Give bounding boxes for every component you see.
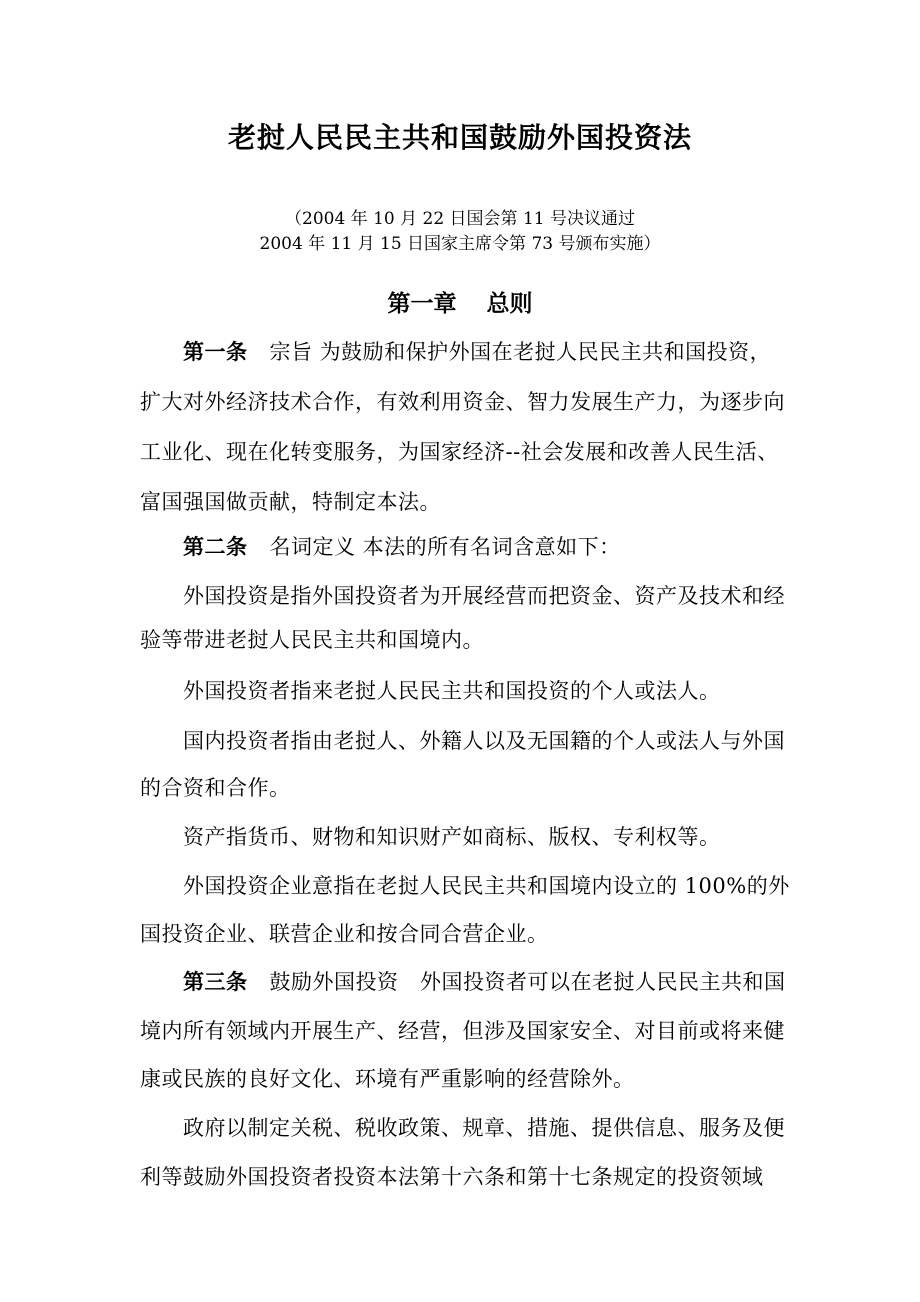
paragraph-line: 外国投资是指外国投资者为开展经营而把资金、资产及技术和经 — [183, 584, 785, 608]
promulgation-note: 2004 年 11 月 15 日国家主席令第 73 号颁布实施） — [259, 234, 661, 254]
chapter-number: 第一章 — [387, 290, 457, 317]
paragraph-line: 外国投资者指来老挝人民民主共和国投资的个人或法人。 — [183, 679, 721, 703]
paragraph-line: 境内所有领域内开展生产、经营，但涉及国家安全、对目前或将来健 — [140, 1019, 785, 1043]
article-3-text: 鼓励外国投资 外国投资者可以在老挝人民民主共和国 — [269, 970, 786, 994]
article-3-first-line — [183, 962, 786, 1002]
chapter-name: 总则 — [486, 290, 533, 317]
article-2-first-line — [183, 527, 621, 567]
paragraph-line: 资产指货币、财物和知识财产如商标、版权、专利权等。 — [183, 825, 721, 849]
article-2-label: 第二条 — [183, 534, 248, 559]
paragraph-line: 政府以制定关税、税收政策、规章、措施、提供信息、服务及便 — [183, 1116, 785, 1140]
paragraph-line: 富国强国做贡献，特制定本法。 — [140, 490, 441, 514]
paragraph-line: 外国投资企业意指在老挝人民民主共和国境内设立的 100%的外 — [183, 874, 790, 898]
document-title: 老挝人民民主共和国鼓励外国投资法 — [227, 121, 692, 154]
article-1-text: 宗旨 为鼓励和保护外国在老挝人民民主共和国投资， — [269, 340, 772, 364]
paragraph-line: 的合资和合作。 — [140, 776, 291, 800]
paragraph-line: 工业化、现在化转变服务，为国家经济--社会发展和改善人民生活、 — [140, 440, 779, 464]
article-3-label: 第三条 — [183, 969, 248, 994]
paragraph-line: 国内投资者指由老挝人、外籍人以及无国籍的个人或法人与外国 — [183, 729, 785, 753]
paragraph-line: 国投资企业、联营企业和按合同合营企业。 — [140, 922, 549, 946]
paragraph-line: 扩大对外经济技术合作，有效利用资金、智力发展生产力，为逐步向 — [140, 390, 785, 414]
article-2-text: 名词定义 本法的所有名词含意如下： — [269, 535, 621, 559]
paragraph-line: 验等带进老挝人民民主共和国境内。 — [140, 628, 484, 652]
article-1-label: 第一条 — [183, 339, 248, 364]
paragraph-line: 康或民族的良好文化、环境有严重影响的经营除外。 — [140, 1067, 635, 1091]
paragraph-line: 利等鼓励外国投资者投资本法第十六条和第十七条规定的投资领域 — [140, 1165, 764, 1189]
chapter-heading — [0, 286, 920, 322]
adoption-note: （2004 年 10 月 22 日国会第 11 号决议通过 — [285, 209, 635, 229]
article-1-first-line — [183, 332, 771, 372]
